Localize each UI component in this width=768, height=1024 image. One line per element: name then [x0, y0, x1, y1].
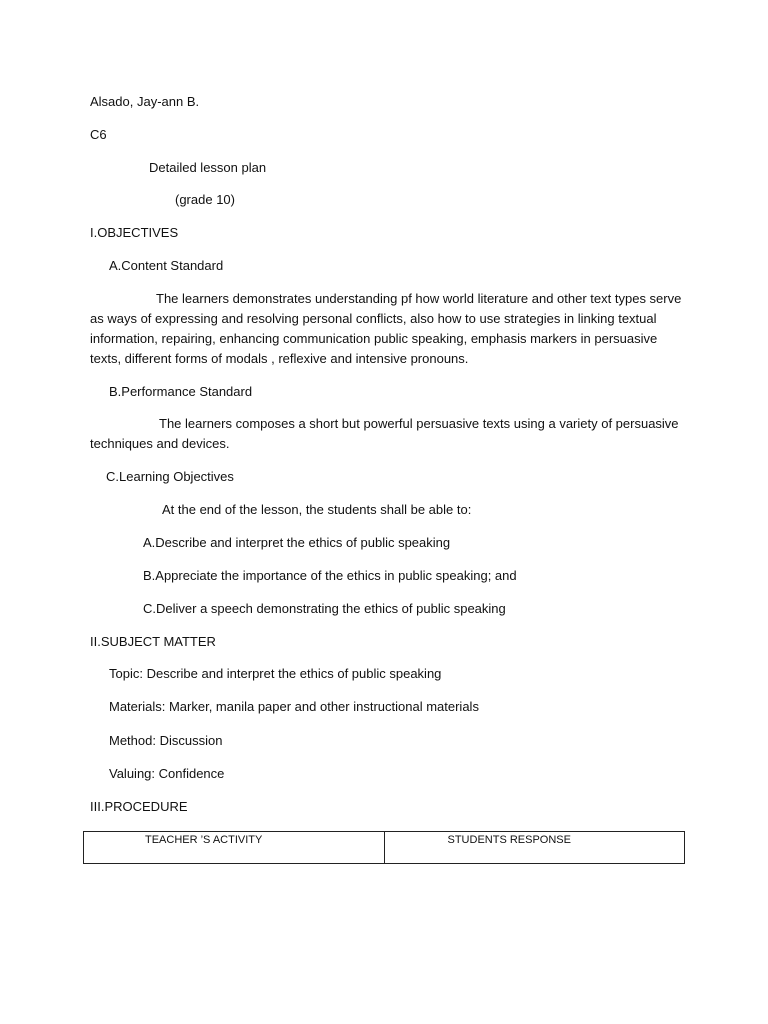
- objectives-heading: I.OBJECTIVES: [90, 225, 179, 240]
- learning-objectives-intro: At the end of the lesson, the students shall be able to:: [162, 502, 472, 517]
- materials-line: Materials: Marker, manila paper and other instructional materials: [109, 699, 479, 714]
- grade-level: (grade 10): [175, 192, 235, 207]
- procedure-table: [83, 831, 685, 864]
- performance-standard-heading: B.Performance Standard: [109, 384, 253, 399]
- topic-line: Topic: Describe and interpret the ethics of public speaking: [109, 666, 442, 681]
- subject-matter-heading: II.SUBJECT MATTER: [90, 634, 216, 649]
- teacher-activity-header: TEACHER ’S ACTIVITY: [84, 832, 385, 864]
- learning-objectives-heading: C.Learning Objectives: [106, 469, 234, 484]
- objective-item: C.Deliver a speech demonstrating the ethics of public speaking: [143, 601, 506, 616]
- procedure-heading: III.PROCEDURE: [90, 799, 188, 814]
- students-response-header: STUDENTS RESPONSE: [384, 832, 685, 864]
- document-title: Detailed lesson plan: [149, 160, 267, 175]
- valuing-line: Valuing: Confidence: [109, 766, 225, 781]
- section-code: C6: [90, 127, 107, 142]
- objective-item: A.Describe and interpret the ethics of public speaking: [143, 535, 451, 550]
- content-standard-heading: A.Content Standard: [109, 258, 224, 273]
- table-row: [84, 832, 685, 864]
- performance-standard-text: The learners composes a short but powerful persuasive texts using a variety of persuasive techniques and devices.: [90, 416, 679, 451]
- method-line: Method: Discussion: [109, 733, 223, 748]
- content-standard-text: The learners demonstrates understanding pf how world literature and other text types serve as ways of expressing and resolving personal conflicts, also how to use strategies in linking textual information, repairing, enhancing communication public speaking, emphasis markers in persuasive texts, different forms of modals , reflexive and intensive pronouns.: [90, 291, 682, 366]
- objective-item: B.Appreciate the importance of the ethics in public speaking; and: [143, 568, 517, 583]
- author-name: Alsado, Jay-ann B.: [90, 94, 200, 109]
